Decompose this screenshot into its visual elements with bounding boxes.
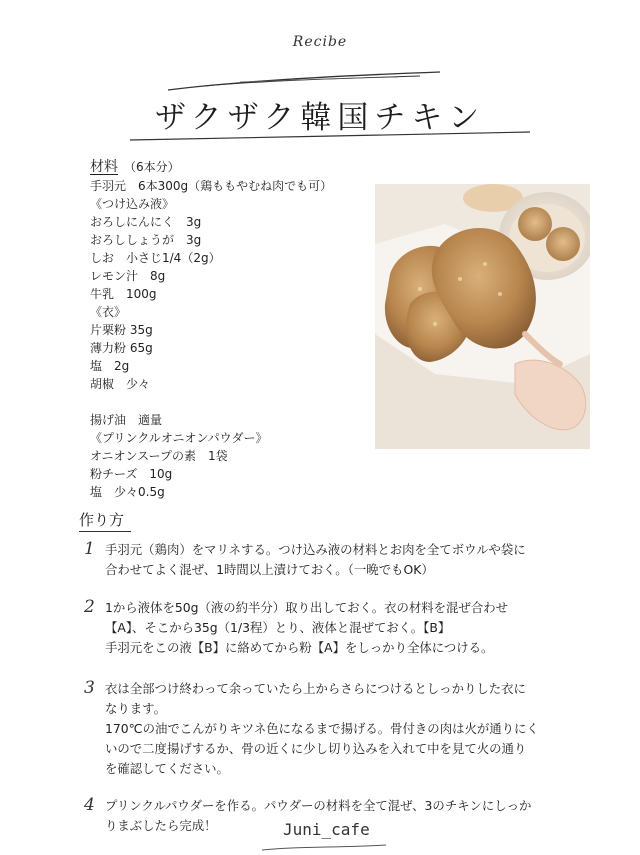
recipe-title: ザクザク韓国チキン [154, 100, 486, 136]
step-line: 170℃の油でこんがりキツネ色になるまで揚げる。骨付きの肉は火が通りにく [105, 721, 539, 736]
fried-chicken-photo [375, 184, 590, 449]
ingredient-item: 塩 2g [90, 359, 130, 373]
step-number: 4 [84, 795, 95, 815]
step-line: を確認してください。 [105, 761, 229, 776]
step-line: いので二度揚げするか、骨の近くに少し切り込みを入れて中を見て火の通り [105, 741, 527, 756]
step-line: 手羽元をこの液【B】に絡めてから粉【A】をしっかり全体につける。 [105, 640, 494, 655]
step-line: 手羽元（鶏肉）をマリネする。つけ込み液の材料とお肉を全てボウルや袋に [105, 542, 526, 557]
ingredient-item: しお 小さじ1/4（2g） [90, 251, 221, 265]
ingredients-servings: （6本分） [124, 160, 180, 174]
ingredients-list [90, 177, 370, 501]
step-line: りまぶしたら完成！ [105, 818, 217, 833]
ingredient-item: 胡椒 少々 [90, 377, 151, 391]
step-text [105, 598, 605, 658]
ingredient-item: 揚げ油 適量 [90, 413, 163, 427]
ingredients-heading [90, 156, 180, 176]
ingredient-item: 手羽元 6本300g（鶏ももやむね肉でも可） [90, 179, 333, 193]
signature-underline [260, 842, 390, 854]
ingredient-spacer [90, 393, 370, 411]
step-line: プリンクルパウダーを作る。パウダーの材料を全て混ぜ、3のチキンにしっか [105, 798, 532, 813]
step-line: 合わせてよく混ぜ、1時間以上漬けておく。（一晩でもOK） [105, 562, 434, 577]
steps-heading-underline [79, 531, 131, 532]
ingredient-item: 片栗粉 35g [90, 323, 153, 337]
ingredient-group-label: 《プリンクルオニオンパウダー》 [90, 431, 268, 445]
step-text [105, 679, 605, 779]
step-number: 2 [84, 597, 95, 617]
step-line: 衣は全部つけ終わって余っていたら上からさらにつけるとしっかりした衣に [105, 681, 526, 696]
steps-heading: 作り方 [79, 511, 125, 529]
recipe-label: Recibe [292, 34, 348, 50]
author-signature: Juni_cafe [283, 820, 370, 839]
step-number: 3 [84, 678, 95, 698]
ingredient-item: 薄力粉 65g [90, 341, 153, 355]
step-number: 1 [84, 539, 95, 559]
ingredient-item: 牛乳 100g [90, 287, 157, 301]
step-line: 【A】、そこから35g（1/3程）とり、液体と混ぜておく。【B】 [105, 620, 451, 635]
ingredient-item: レモン汁 8g [90, 269, 166, 283]
step-line: なります。 [105, 701, 166, 716]
ingredient-item: オニオンスープの素 1袋 [90, 449, 228, 463]
step-line: 1から液体を50g（液の約半分）取り出しておく。衣の材料を混ぜ合わせ [105, 600, 508, 615]
ingredient-item: おろしにんにく 3g [90, 215, 202, 229]
ingredient-group-label: 《衣》 [90, 305, 127, 319]
fried-chicken-illustration [375, 184, 590, 449]
ingredient-item: 粉チーズ 10g [90, 467, 173, 481]
ingredient-item: おろししょうが 3g [90, 233, 202, 247]
ingredient-group-label: 《つけ込み液》 [90, 197, 175, 211]
ingredients-heading-label: 材料 [90, 159, 118, 175]
step-text [105, 540, 605, 580]
ingredient-item: 塩 少々0.5g [90, 485, 165, 499]
